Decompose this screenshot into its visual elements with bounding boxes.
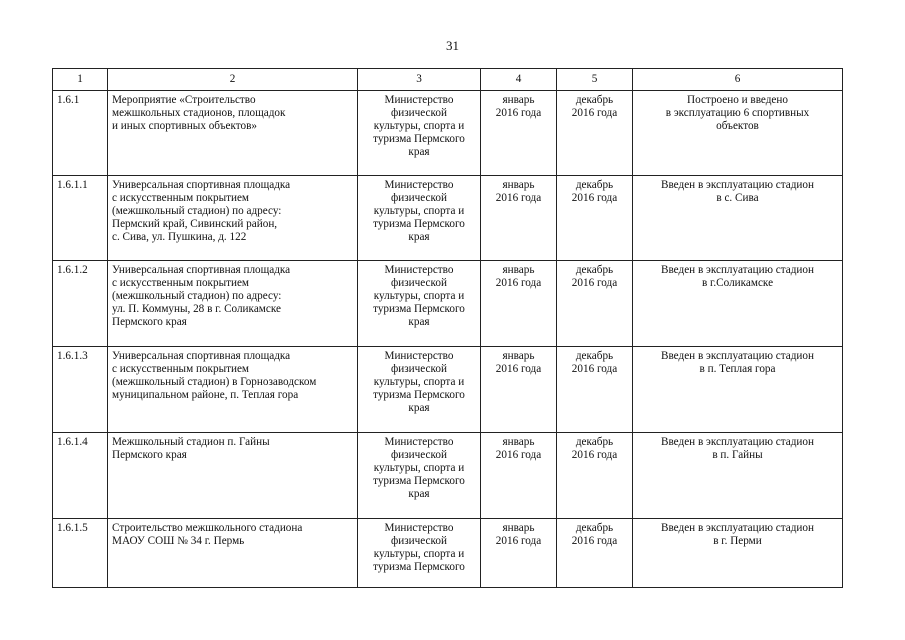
row-number: 1.6.1.5: [53, 519, 108, 588]
row-number: 1.6.1.1: [53, 176, 108, 261]
expected-result: Введен в эксплуатацию стадион в п. Теплая гора: [633, 347, 843, 433]
event-name: Межшкольный стадион п. Гайны Пермского края: [108, 433, 358, 519]
end-date: декабрь 2016 года: [557, 176, 633, 261]
row-number: 1.6.1: [53, 91, 108, 176]
header-col-6: 6: [633, 69, 843, 91]
table-row: [53, 176, 843, 261]
table-row: [53, 347, 843, 433]
executor: Министерство физической культуры, спорта и туризма Пермского края: [358, 176, 481, 261]
table-header-row: [53, 69, 843, 91]
executor: Министерство физической культуры, спорта и туризма Пермского края: [358, 261, 481, 347]
table-row: [53, 433, 843, 519]
header-col-3: 3: [358, 69, 481, 91]
start-date: январь 2016 года: [481, 91, 557, 176]
start-date: январь 2016 года: [481, 176, 557, 261]
event-name: Строительство межшкольного стадиона МАОУ СОШ № 34 г. Пермь: [108, 519, 358, 588]
executor: Министерство физической культуры, спорта и туризма Пермского края: [358, 91, 481, 176]
table-row: [53, 261, 843, 347]
end-date: декабрь 2016 года: [557, 347, 633, 433]
events-table: [52, 68, 843, 588]
end-date: декабрь 2016 года: [557, 261, 633, 347]
expected-result: Введен в эксплуатацию стадион в г. Перми: [633, 519, 843, 588]
executor: Министерство физической культуры, спорта и туризма Пермского: [358, 519, 481, 588]
start-date: январь 2016 года: [481, 433, 557, 519]
end-date: декабрь 2016 года: [557, 433, 633, 519]
expected-result: Построено и введено в эксплуатацию 6 спортивных объектов: [633, 91, 843, 176]
header-col-4: 4: [481, 69, 557, 91]
event-name: Универсальная спортивная площадка с искусственным покрытием (межшкольный стадион) в Горнозаводском муниципальном районе, п. Теплая гора: [108, 347, 358, 433]
row-number: 1.6.1.2: [53, 261, 108, 347]
expected-result: Введен в эксплуатацию стадион в п. Гайны: [633, 433, 843, 519]
header-col-5: 5: [557, 69, 633, 91]
row-number: 1.6.1.4: [53, 433, 108, 519]
executor: Министерство физической культуры, спорта и туризма Пермского края: [358, 433, 481, 519]
table-row: [53, 91, 843, 176]
start-date: январь 2016 года: [481, 261, 557, 347]
event-name: Универсальная спортивная площадка с искусственным покрытием (межшкольный стадион) по адресу: Пермский край, Сивинский район, с. Сива, ул. Пушкина, д. 122: [108, 176, 358, 261]
start-date: январь 2016 года: [481, 347, 557, 433]
executor: Министерство физической культуры, спорта и туризма Пермского края: [358, 347, 481, 433]
header-col-2: 2: [108, 69, 358, 91]
row-number: 1.6.1.3: [53, 347, 108, 433]
expected-result: Введен в эксплуатацию стадион в г.Соликамске: [633, 261, 843, 347]
end-date: декабрь 2016 года: [557, 519, 633, 588]
expected-result: Введен в эксплуатацию стадион в с. Сива: [633, 176, 843, 261]
page-number: 31: [446, 38, 459, 53]
event-name: Универсальная спортивная площадка с искусственным покрытием (межшкольный стадион) по адресу: ул. П. Коммуны, 28 в г. Соликамске Пермского края: [108, 261, 358, 347]
end-date: декабрь 2016 года: [557, 91, 633, 176]
header-col-1: 1: [53, 69, 108, 91]
table-row: [53, 519, 843, 588]
event-name: Мероприятие «Строительство межшкольных стадионов, площадок и иных спортивных объектов»: [108, 91, 358, 176]
start-date: январь 2016 года: [481, 519, 557, 588]
